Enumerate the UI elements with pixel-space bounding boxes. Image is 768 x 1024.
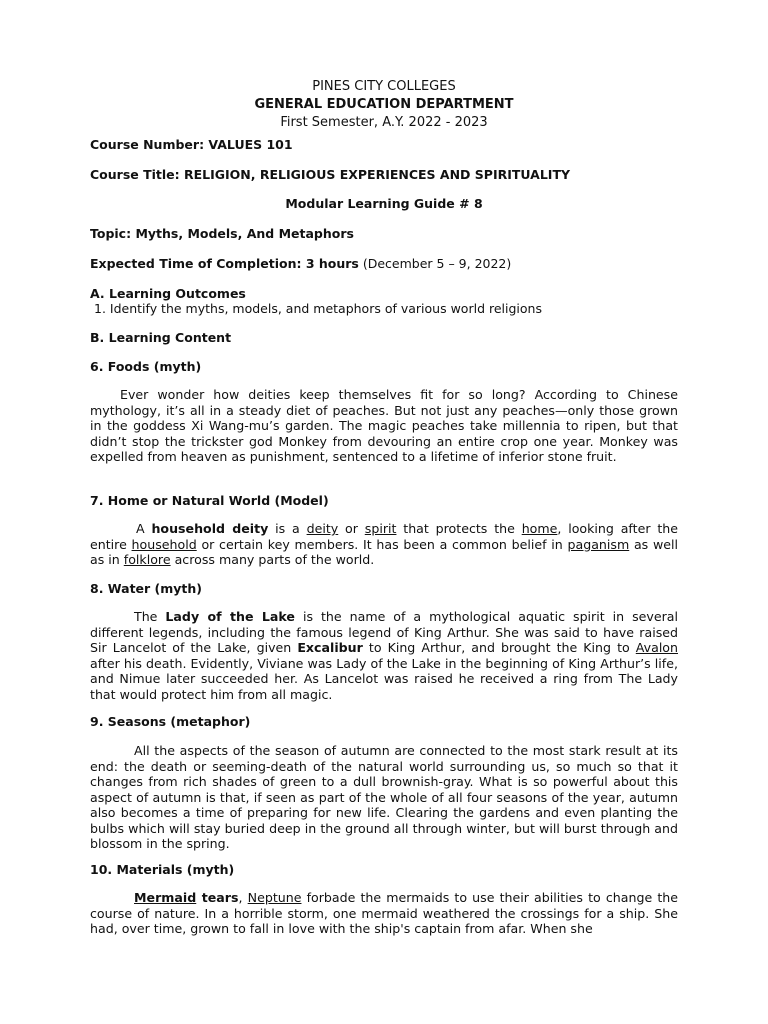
completion-line <box>90 256 678 271</box>
link-folklore[interactable]: folklore <box>123 552 171 567</box>
link-paganism[interactable]: paganism <box>567 536 630 552</box>
document-header <box>0 78 768 132</box>
link-home[interactable]: home <box>521 521 558 536</box>
term-lady-of-the-lake: Lady of the Lake <box>165 609 295 624</box>
department-name: GENERAL EDUCATION DEPARTMENT <box>254 97 514 112</box>
course-title: Course Title: RELIGION, RELIGIOUS EXPERIENCES AND SPIRITUALITY <box>90 167 571 182</box>
course-number: Course Number: VALUES 101 <box>90 137 293 152</box>
link-spirit[interactable]: spirit <box>364 521 397 536</box>
term-tears: tears <box>196 890 239 905</box>
section-heading-materials: 10. Materials (myth) <box>90 862 235 877</box>
topic-line: Topic: Myths, Models, And Metaphors <box>90 226 354 241</box>
link-household[interactable]: household <box>131 536 197 552</box>
section-body-water: The Lady of the Lake is the name of a mythological aquatic spirit in several different legends, including the famous legend of King Arthur. She was said to have raised Sir Lancelot of the Lake, given Excalibur to King Arthur, and brought the King to Avalon after his death. Evidently, Viviane was Lady of the Lake in the beginning of King Arthur’s life, and Nimue later succeeded her. As Lancelot was raised he received a ring from The Lady that would protect him from all magic. <box>90 609 679 702</box>
semester-line: First Semester, A.Y. 2022 - 2023 <box>280 115 488 130</box>
section-body-foods: Ever wonder how deities keep themselves fit for so long? According to Chinese mythology, it’s all in a steady diet of peaches. But not just any peaches—only those grown in the goddess Xi Wang-mu’s garden. The magic peaches take millennia to ripen, but that didn’t stop the trickster god Monkey from devouring an entire crop one year. Monkey was expelled from heaven as punishment, sentenced to a lifetime of inferior stone fruit. <box>90 387 678 464</box>
completion-dates: (December 5 – 9, 2022) <box>358 256 512 271</box>
section-heading-seasons: 9. Seasons (metaphor) <box>90 714 251 729</box>
section-body-materials: Mermaid tears, Neptune forbade the mermaids to use their abilities to change the course of nature. In a horrible storm, one mermaid weathered the crossings for a ship. She had, over time, grown to fall in love with the ship's captain from afar. When she <box>90 890 678 936</box>
link-avalon[interactable]: Avalon <box>635 640 678 655</box>
section-body-seasons: All the aspects of the season of autumn are connected to the most stark result at its end: the death or seeming-death of the natural world surrounding us, so much so that it changes from rich shades of green to a dull brownish-gray. What is so powerful about this aspect of autumn is that, if seen as part of the whole of all four seasons of the year, autumn also becomes a time of preparing for new life. Clearing the gardens and even planting the bulbs which will stay buried deep in the ground all through winter, but will burst through and blossom in the spring. <box>90 743 678 851</box>
learning-outcome-item: 1. Identify the myths, models, and metaphors of various world religions <box>94 301 542 316</box>
learning-outcomes-heading: A. Learning Outcomes <box>90 286 246 301</box>
link-deity[interactable]: deity <box>306 521 339 536</box>
term-excalibur: Excalibur <box>297 640 363 655</box>
section-heading-water: 8. Water (myth) <box>90 581 203 596</box>
link-neptune[interactable]: Neptune <box>247 890 302 905</box>
completion-label: Expected Time of Completion: 3 hours <box>90 256 359 271</box>
college-name: PINES CITY COLLEGES <box>312 79 456 94</box>
term-household-deity: household deity <box>151 521 269 536</box>
section-heading-foods: 6. Foods (myth) <box>90 359 202 374</box>
section-heading-home: 7. Home or Natural World (Model) <box>90 493 329 508</box>
guide-title: Modular Learning Guide # 8 <box>285 196 483 211</box>
learning-content-heading: B. Learning Content <box>90 330 232 345</box>
section-body-home: A household deity is a deity or spirit that protects the home, looking after the entire household or certain key members. It has been a common belief in paganism as well as in folklore across many parts of the world. <box>90 521 679 567</box>
term-mermaid[interactable]: Mermaid <box>134 890 197 905</box>
